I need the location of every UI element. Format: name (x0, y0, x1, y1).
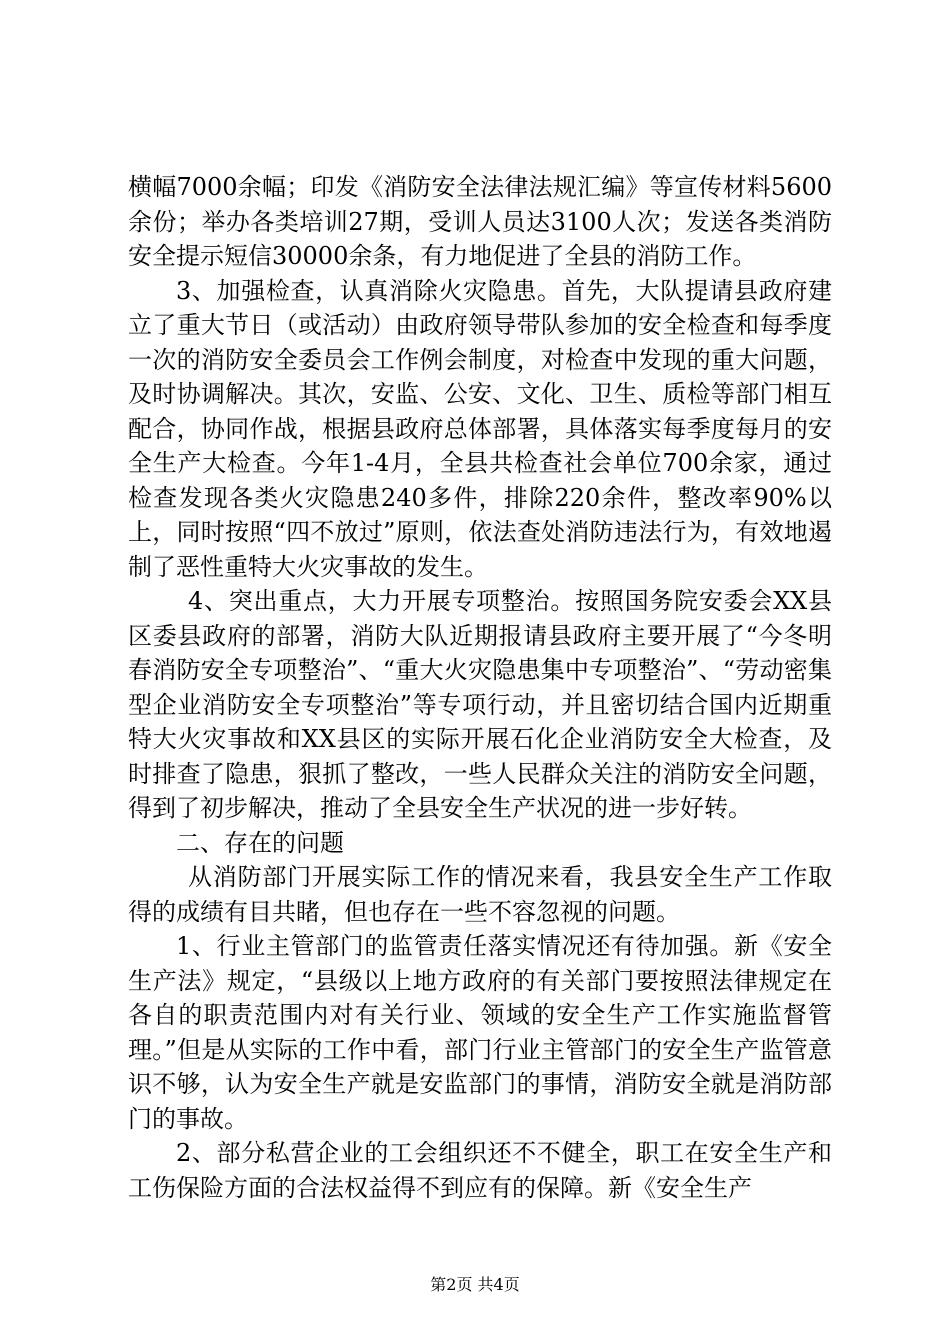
section-heading-problems: 二、存在的问题 (176, 828, 344, 857)
paragraph-inspection: 3、加强检查，认真消除火灾隐患。首先，大队提请县政府建立了重大节日（或活动）由政府领导带队参加的安全检查和每季度一次的消防安全委员会工作例会制度，对检查中发现的重大问题，及时协调解决。其次，安监、公安、文化、卫生、质检等部门相互配合，协同作战，根据县政府总体部署，具体落实每季度每月的安全生产大检查。今年1-4月，全县共检查社会单位700余家，通过检查发现各类火灾隐患240多件，排除220余件，整改率90%以上，同时按照“四不放过”原则，依法查处消防违法行为，有效地遏制了恶性重特大火灾事故的发生。 (128, 276, 832, 581)
paragraph-problem-2: 2、部分私营企业的工会组织还不不健全，职工在安全生产和工伤保险方面的合法权益得不到应有的保障。新《安全生产 (128, 1139, 832, 1202)
paragraph-special-rectification: 4、突出重点，大力开展专项整治。按照国务院安委会XX县区委县政府的部署，消防大队近期报请县政府主要开展了“今冬明春消防安全专项整治”、“重大火灾隐患集中专项整治”、“劳动密集型企业消防安全专项整治”等专项行动，并且密切结合国内近期重特大火灾事故和XX县区的实际开展石化企业消防安全大检查，及时排查了隐患，狠抓了整改，一些人民群众关注的消防安全问题，得到了初步解决，推动了全县安全生产状况的进一步好转。 (128, 587, 832, 822)
page-footer: 第2页 共4页 (430, 1275, 520, 1294)
paragraph-publicity-continued: 横幅7000余幅；印发《消防安全法律法规汇编》等宣传材料5600余份；举办各类培训27期，受训人员达3100人次；发送各类消防安全提示短信30000余条，有力地促进了全县的消防工作。 (128, 173, 832, 270)
paragraph-problems-intro: 从消防部门开展实际工作的情况来看，我县安全生产工作取得的成绩有目共睹，但也存在一些不容忽视的问题。 (128, 863, 832, 926)
paragraph-problem-1: 1、行业主管部门的监管责任落实情况还有待加强。新《安全生产法》规定，“县级以上地方政府的有关部门要按照法律规定在各自的职责范围内对有关行业、领域的安全生产工作实施监督管理。”但是从实际的工作中看，部门行业主管部门的安全生产监管意识不够，认为安全生产就是安监部门的事情，消防安全就是消防部门的事故。 (128, 932, 832, 1133)
document-body (128, 170, 832, 1205)
